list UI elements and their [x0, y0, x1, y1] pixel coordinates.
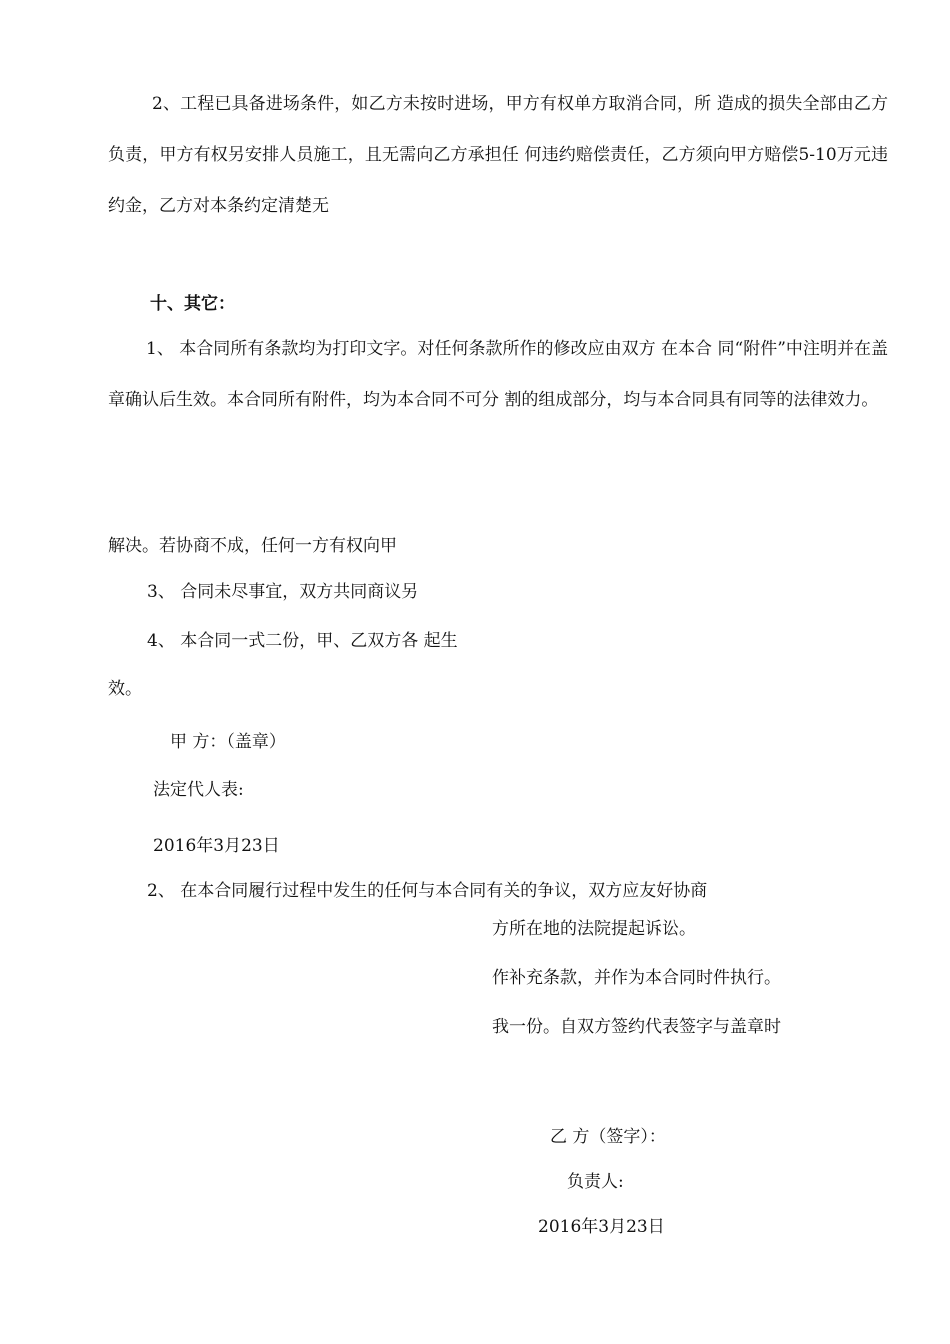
section-10-item-2: 2、 在本合同履行过程中发生的任何与本合同有关的争议，双方应友好协商	[147, 881, 708, 901]
party-b-label: 乙 方（签字）：	[550, 1127, 666, 1147]
party-a-date: 2016年3月23日	[153, 836, 280, 856]
section-10-item-3: 3、 合同未尽事宜，双方共同商议另	[147, 582, 419, 602]
section-10-item-4-continuation: 效。	[108, 679, 142, 699]
party-b-representative: 负责人:	[567, 1172, 624, 1192]
fragment-court: 方所在地的法院提起诉讼。	[492, 919, 696, 939]
fragment-copies: 我一份。自双方签约代表签字与盖章时	[492, 1017, 781, 1037]
section-10-item-1: 1、 本合同所有条款均为打印文字。对任何条款所作的修改应由双方 在本合 同“附件”中注明并在盖章确认后生效。本合同所有附件，均为本合同不可分 割的组成部分，均与本合同具有同等的法律效力。	[108, 339, 888, 410]
fragment-supplement: 作补充条款，并作为本合同时件执行。	[492, 968, 781, 988]
party-b-date: 2016年3月23日	[538, 1217, 665, 1237]
section-10-heading: 十、其它：	[150, 294, 235, 314]
section-10-item-4: 4、 本合同一式二份，甲、乙双方各 起生	[147, 631, 458, 651]
clause-9-item-2: 2、工程已具备进场条件，如乙方未按时进场，甲方有权单方取消合同，所 造成的损失全部由乙方负责，甲方有权另安排人员施工，且无需向乙方承担任 何违约赔偿责任，乙方须向甲方赔偿5-10万元违约金，乙方对本条约定清楚无	[108, 94, 888, 216]
section-10-item-2-continuation: 解决。若协商不成，任何一方有权向甲	[108, 536, 397, 556]
party-a-representative: 法定代人表:	[153, 780, 244, 800]
party-a-label: 甲 方：（盖章）	[170, 732, 286, 752]
